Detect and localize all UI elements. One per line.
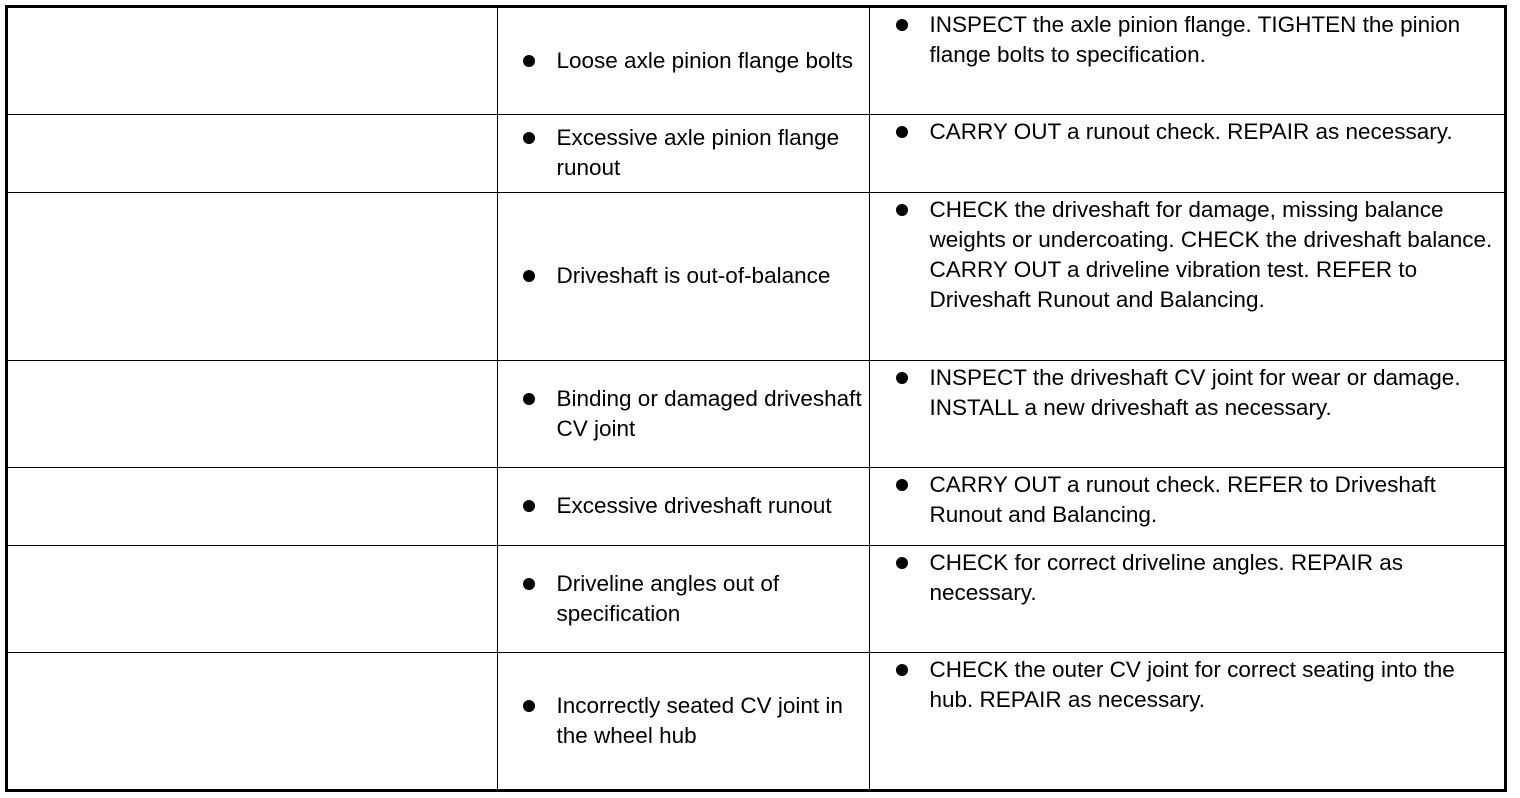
list-item	[498, 691, 869, 751]
list-item	[498, 491, 869, 521]
list-item	[870, 361, 1505, 423]
cause-cell	[497, 8, 869, 114]
bullet-icon	[523, 500, 535, 512]
bullet-icon	[896, 204, 908, 216]
table-row	[8, 360, 1504, 467]
list-item	[498, 46, 869, 76]
condition-cell	[8, 360, 497, 467]
cause-text: Excessive driveshaft runout	[556, 493, 832, 518]
action-cell	[869, 8, 1504, 114]
cause-text: Driveshaft is out-of-balance	[556, 263, 831, 288]
action-text: CARRY OUT a runout check. REPAIR as necessary.	[929, 118, 1453, 144]
action-text: CHECK the outer CV joint for correct seating into the hub. REPAIR as necessary.	[929, 656, 1455, 712]
bullet-icon	[896, 664, 908, 676]
list-item	[870, 193, 1505, 315]
cause-text: Binding or damaged driveshaft CV joint	[556, 385, 862, 441]
table-row	[8, 652, 1504, 789]
list-item	[498, 261, 869, 291]
action-text: CHECK for correct driveline angles. REPAIR as necessary.	[929, 549, 1403, 605]
bullet-icon	[896, 19, 908, 31]
list-item	[870, 8, 1505, 70]
action-cell	[869, 192, 1504, 360]
condition-cell	[8, 114, 497, 192]
bullet-icon	[523, 393, 535, 405]
action-cell	[869, 652, 1504, 789]
condition-cell	[8, 467, 497, 545]
list-item	[498, 384, 869, 444]
cause-cell	[497, 652, 869, 789]
cause-cell	[497, 545, 869, 652]
cause-cell	[497, 192, 869, 360]
condition-cell	[8, 192, 497, 360]
diagnostic-table	[8, 8, 1504, 789]
bullet-icon	[523, 55, 535, 67]
table-row	[8, 545, 1504, 652]
bullet-icon	[523, 700, 535, 712]
table-row	[8, 192, 1504, 360]
action-cell	[869, 545, 1504, 652]
action-cell	[869, 114, 1504, 192]
table-row	[8, 114, 1504, 192]
table-row	[8, 8, 1504, 114]
list-item	[870, 653, 1505, 715]
condition-cell	[8, 8, 497, 114]
cause-text: Driveline angles out of specification	[556, 570, 780, 626]
cause-text: Excessive axle pinion flange runout	[556, 125, 840, 180]
bullet-icon	[896, 557, 908, 569]
action-text: INSPECT the driveshaft CV joint for wear or damage. INSTALL a new driveshaft as necessary.	[929, 364, 1461, 420]
cause-text: Incorrectly seated CV joint in the wheel hub	[556, 692, 843, 748]
action-cell	[869, 360, 1504, 467]
cause-text: Loose axle pinion flange bolts	[556, 47, 853, 73]
bullet-icon	[896, 126, 908, 138]
action-cell	[869, 467, 1504, 545]
condition-cell	[8, 652, 497, 789]
bullet-icon	[523, 578, 535, 590]
action-text: INSPECT the axle pinion flange. TIGHTEN the pinion flange bolts to specification.	[929, 12, 1461, 67]
list-item	[870, 115, 1505, 147]
action-text: CARRY OUT a runout check. REFER to Driveshaft Runout and Balancing.	[929, 471, 1436, 527]
bullet-icon	[896, 479, 908, 491]
list-item	[870, 468, 1505, 530]
condition-cell	[8, 545, 497, 652]
bullet-icon	[523, 132, 535, 144]
list-item	[870, 546, 1505, 608]
bullet-icon	[523, 270, 535, 282]
list-item	[498, 123, 869, 183]
action-text: CHECK the driveshaft for damage, missing balance weights or undercoating. CHECK the driveshaft balance. CARRY OUT a driveline vibration test. REFER to Driveshaft Runout and Balancing.	[929, 196, 1493, 312]
bullet-icon	[896, 372, 908, 384]
diagnostic-table-frame	[5, 5, 1507, 792]
cause-cell	[497, 467, 869, 545]
list-item	[498, 569, 869, 629]
cause-cell	[497, 114, 869, 192]
cause-cell	[497, 360, 869, 467]
table-row	[8, 467, 1504, 545]
